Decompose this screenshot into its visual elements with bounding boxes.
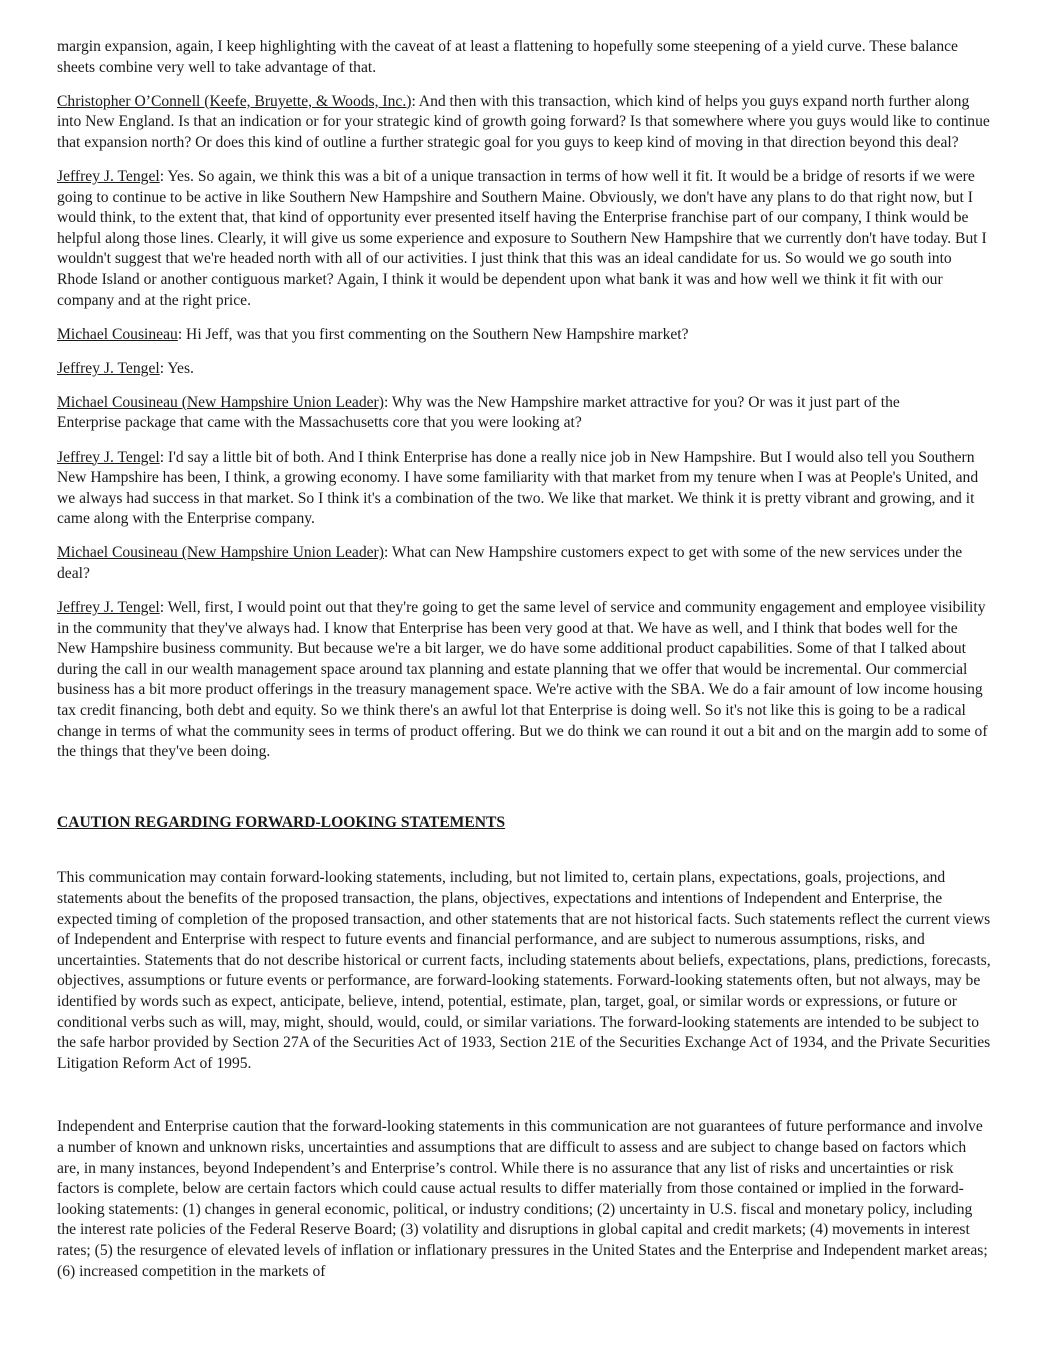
- paragraph-text: : Yes.: [159, 359, 194, 377]
- paragraph-text: : Hi Jeff, was that you first commenting on the Southern New Hampshire market?: [177, 325, 689, 343]
- speaker-name: Jeffrey J. Tengel: [57, 599, 160, 617]
- speaker-name: Jeffrey J. Tengel: [57, 448, 160, 466]
- document-page: [57, 37, 991, 1296]
- caution-paragraph: Independent and Enterprise caution that the forward-looking statements in this communication are not guarantees of future performance and involve a number of known and unknown risks, uncertainties and assumptions that are difficult to assess and are subject to change based on factors which are, in many instances, beyond Independent’s and Enterprise’s control. While there is no assurance that any list of risks and uncertainties or risk factors is complete, below are certain factors which could cause actual results to differ materially from those contained or implied in the forward-looking statements: (1) changes in general economic, political, or industry conditions; (2) uncertainty in U.S. fiscal and monetary policy, including the interest rate policies of the Federal Reserve Board; (3) volatility and disruptions in global capital and credit markets; (4) movements in interest rates; (5) the resurgence of elevated levels of inflation or inflationary pressures in the United States and the Enterprise and Independent market areas; (6) increased competition in the markets of: [57, 1118, 988, 1280]
- transcript-paragraph: [57, 37, 991, 78]
- paragraph-text: : Why was the New Hampshire market attractive for you? Or was it just part of the Enterprise package that came with the Massachusetts core that you were looking at?: [57, 393, 900, 432]
- transcript-paragraph: [57, 598, 991, 763]
- paragraph-text: : And then with this transaction, which kind of helps you guys expand north further along into New England. Is that an indication or for your strategic kind of growth going forward? Is that somewhere where you guys would like to continue that expansion north? Or does this kind of outline a further strategic goal for you guys to keep kind of moving in that direction beyond this deal?: [57, 92, 990, 151]
- paragraph-text: : What can New Hampshire customers expect to get with some of the new services under the deal?: [57, 544, 963, 582]
- speaker-name: Michael Cousineau (New Hampshire Union Leader): [57, 544, 384, 562]
- paragraph-text: margin expansion, again, I keep highlighting with the caveat of at least a flattening to hopefully some steepening of a yield curve. These balance sheets combine very well to take advantage of that.: [57, 38, 958, 76]
- transcript-paragraph: [57, 92, 991, 154]
- speaker-name: Jeffrey J. Tengel: [57, 359, 160, 377]
- caution-paragraph: This communication may contain forward-looking statements, including, but not limited to, certain plans, expectations, goals, projections, and statements about the benefits of the proposed transaction, the plans, objectives, expectations and intentions of Independent and Enterprise, the expected timing of completion of the proposed transaction, and other statements that are not historical facts. Such statements reflect the current views of Independent and Enterprise with respect to future events and financial performance, and are subject to numerous assumptions, risks, and uncertainties. Statements that do not describe historical or current facts, including statements about beliefs, expectations, plans, predictions, forecasts, objectives, assumptions or future events or performance, are forward-looking statements. Forward-looking statements often, but not always, may be identified by words such as expect, anticipate, believe, intend, potential, estimate, plan, target, goal, or similar words or expressions, or future or conditional verbs such as will, may, might, should, would, could, or similar variations. The forward-looking statements are intended to be subject to the safe harbor provided by Section 27A of the Securities Act of 1933, Section 21E of the Securities Exchange Act of 1934, and the Private Securities Litigation Reform Act of 1995.: [57, 869, 991, 1072]
- transcript-paragraph: [57, 543, 991, 584]
- speaker-name: Jeffrey J. Tengel: [57, 167, 160, 185]
- transcript-paragraph: [57, 393, 991, 434]
- section-heading: CAUTION REGARDING FORWARD-LOOKING STATEMENTS: [57, 813, 506, 831]
- transcript-paragraph: [57, 448, 991, 530]
- transcript-paragraph: [57, 359, 991, 380]
- paragraph-text: : Yes. So again, we think this was a bit of a unique transaction in terms of how well it fit. It would be a bridge of resorts if we were going to continue to be active in like Southern New Hampshire and Southern Maine. Obviously, we don't have any plans to do that right now, but I would think, to the extent that, that kind of opportunity ever presented itself having the Enterprise franchise part of our company, I think would be helpful along those lines. Clearly, it will give us some experience and exposure to Southern New Hampshire that we currently don't have today. But I wouldn't suggest that we're headed north with all of our activities. I just think that this was an ideal candidate for us. So would we go south into Rhode Island or another contiguous market? Again, I think it would be dependent upon what bank it was and how well we think it fit with our company and at the right price.: [57, 167, 987, 309]
- speaker-name: Michael Cousineau (New Hampshire Union Leader): [57, 393, 384, 411]
- speaker-name: Christopher O’Connell (Keefe, Bruyette, & Woods, Inc.): [57, 92, 412, 110]
- transcript-paragraph: [57, 167, 991, 311]
- paragraph-text: : Well, first, I would point out that they're going to get the same level of service and community engagement and employee visibility in the community that they've always had. I know that Enterprise has been very good at that. We have as well, and I think that bodes well for the New Hampshire business community. But because we're a bit larger, we do have some additional product capabilities. Some of that I talked about during the call in our wealth management space around tax planning and estate planning that we offer that would be incremental. Our commercial business has a bit more product offerings in the treasury management space. We're active with the SBA. We do a fair amount of low income housing tax credit financing, both debt and equity. So we think there's an awful lot that Enterprise is doing well. So it's not like this is going to be a radical change in terms of what the community sees in terms of product offering. But we do think we can round it out a bit and on the margin add to some of the things that they've been doing.: [57, 599, 988, 761]
- transcript-paragraph: [57, 325, 991, 346]
- speaker-name: Michael Cousineau: [57, 325, 178, 343]
- paragraph-text: : I'd say a little bit of both. And I think Enterprise has done a really nice job in New Hampshire. But I would also tell you Southern New Hampshire has been, I think, a growing economy. I have some familiarity with that market from my tenure when I was at People's United, and we always had success in that market. So I think it's a combination of the two. We like that market. We think it is pretty vibrant and growing, and it came along with the Enterprise company.: [57, 448, 979, 528]
